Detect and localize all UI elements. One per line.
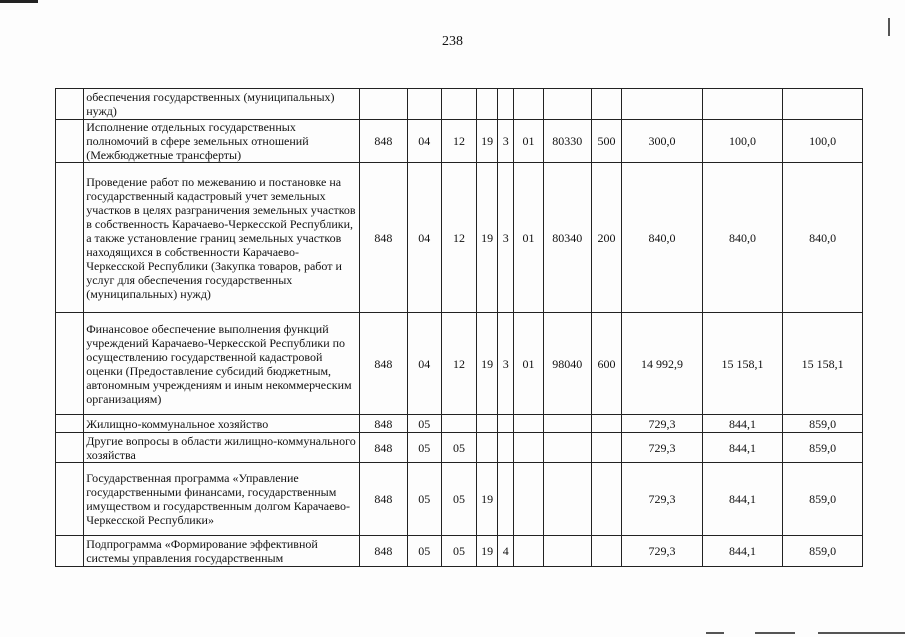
row-name-cell: Другие вопросы в области жилищно-коммунального хозяйства bbox=[84, 433, 360, 463]
amount-2022-cell: 729,3 bbox=[622, 433, 703, 463]
row-name-cell: Подпрограмма «Формирование эффективной системы управления государственным bbox=[84, 536, 360, 567]
expense-type-cell bbox=[591, 89, 621, 120]
section-code-cell: 05 bbox=[407, 463, 441, 536]
section-code-cell: 05 bbox=[407, 415, 441, 433]
scan-edge-mark bbox=[0, 0, 38, 3]
expense-type-cell bbox=[591, 415, 621, 433]
table-row bbox=[56, 536, 863, 567]
amount-2022-cell: 840,0 bbox=[622, 163, 703, 313]
event-code-cell bbox=[514, 89, 543, 120]
row-margin-cell bbox=[56, 120, 84, 163]
event-code-cell: 01 bbox=[514, 163, 543, 313]
amount-2023-cell: 844,1 bbox=[702, 463, 783, 536]
section-code-cell bbox=[407, 89, 441, 120]
program-code-cell bbox=[477, 433, 498, 463]
ministry-code-cell: 848 bbox=[360, 415, 407, 433]
subsection-code-cell bbox=[441, 415, 476, 433]
expense-direction-cell: 80330 bbox=[543, 120, 591, 163]
ministry-code-cell bbox=[360, 89, 407, 120]
row-name-cell: Жилищно-коммунальное хозяйство bbox=[84, 415, 360, 433]
subsection-code-cell: 12 bbox=[441, 163, 476, 313]
ministry-code-cell: 848 bbox=[360, 313, 407, 415]
expense-direction-cell: 98040 bbox=[543, 313, 591, 415]
subprogram-code-cell bbox=[498, 415, 514, 433]
program-code-cell: 19 bbox=[477, 163, 498, 313]
expense-direction-cell bbox=[543, 536, 591, 567]
amount-2024-cell: 15 158,1 bbox=[783, 313, 863, 415]
expense-type-cell bbox=[591, 536, 621, 567]
table-row bbox=[56, 120, 863, 163]
subsection-code-cell: 12 bbox=[441, 313, 476, 415]
amount-2024-cell: 859,0 bbox=[783, 463, 863, 536]
expense-type-cell bbox=[591, 463, 621, 536]
event-code-cell: 01 bbox=[514, 120, 543, 163]
event-code-cell bbox=[514, 433, 543, 463]
amount-2024-cell: 859,0 bbox=[783, 433, 863, 463]
table-row bbox=[56, 463, 863, 536]
event-code-cell: 01 bbox=[514, 313, 543, 415]
subprogram-code-cell bbox=[498, 89, 514, 120]
amount-2023-cell: 844,1 bbox=[702, 415, 783, 433]
expense-direction-cell bbox=[543, 89, 591, 120]
amount-2023-cell: 844,1 bbox=[702, 433, 783, 463]
subprogram-code-cell: 3 bbox=[498, 313, 514, 415]
section-code-cell: 04 bbox=[407, 163, 441, 313]
row-margin-cell bbox=[56, 463, 84, 536]
scan-edge-mark bbox=[706, 632, 724, 634]
section-code-cell: 04 bbox=[407, 120, 441, 163]
program-code-cell: 19 bbox=[477, 536, 498, 567]
subprogram-code-cell: 3 bbox=[498, 163, 514, 313]
event-code-cell bbox=[514, 536, 543, 567]
ministry-code-cell: 848 bbox=[360, 433, 407, 463]
subsection-code-cell bbox=[441, 89, 476, 120]
expense-direction-cell bbox=[543, 415, 591, 433]
program-code-cell: 19 bbox=[477, 463, 498, 536]
scan-edge-mark bbox=[755, 632, 795, 634]
budget-table bbox=[55, 88, 863, 567]
amount-2022-cell bbox=[622, 89, 703, 120]
subprogram-code-cell: 4 bbox=[498, 536, 514, 567]
program-code-cell: 19 bbox=[477, 120, 498, 163]
ministry-code-cell: 848 bbox=[360, 463, 407, 536]
row-name-cell: Проведение работ по межеванию и постановке на государственный кадастровый учет земельных участков в целях разграничения земельных участков в собственность Карачаево-Черкесской Республики, а также установление границ земельных участков находящихся в собственности Карачаево-Черкесской Республики (Закупка товаров, работ и услуг для обеспечения государственных (муниципальных) нужд) bbox=[84, 163, 360, 313]
amount-2022-cell: 14 992,9 bbox=[622, 313, 703, 415]
amount-2023-cell: 15 158,1 bbox=[702, 313, 783, 415]
amount-2022-cell: 729,3 bbox=[622, 415, 703, 433]
subsection-code-cell: 05 bbox=[441, 463, 476, 536]
table-row bbox=[56, 433, 863, 463]
subprogram-code-cell bbox=[498, 463, 514, 536]
section-code-cell: 05 bbox=[407, 433, 441, 463]
amount-2024-cell: 859,0 bbox=[783, 415, 863, 433]
amount-2023-cell: 840,0 bbox=[702, 163, 783, 313]
table-row bbox=[56, 313, 863, 415]
expense-direction-cell bbox=[543, 463, 591, 536]
expense-direction-cell bbox=[543, 433, 591, 463]
table-row bbox=[56, 163, 863, 313]
amount-2023-cell: 100,0 bbox=[702, 120, 783, 163]
scan-edge-mark bbox=[818, 632, 905, 634]
row-margin-cell bbox=[56, 89, 84, 120]
program-code-cell bbox=[477, 415, 498, 433]
expense-type-cell: 200 bbox=[591, 163, 621, 313]
row-name-cell: Исполнение отдельных государственных полномочий в сфере земельных отношений (Межбюджетные трансферты) bbox=[84, 120, 360, 163]
amount-2022-cell: 729,3 bbox=[622, 536, 703, 567]
table-row bbox=[56, 89, 863, 120]
ministry-code-cell: 848 bbox=[360, 163, 407, 313]
subsection-code-cell: 12 bbox=[441, 120, 476, 163]
table-row bbox=[56, 415, 863, 433]
program-code-cell: 19 bbox=[477, 313, 498, 415]
amount-2023-cell bbox=[702, 89, 783, 120]
amount-2024-cell: 100,0 bbox=[783, 120, 863, 163]
row-name-cell: Государственная программа «Управление государственными финансами, государственным имуществом и государственным долгом Карачаево-Черкесской Республики» bbox=[84, 463, 360, 536]
amount-2022-cell: 300,0 bbox=[622, 120, 703, 163]
expense-type-cell bbox=[591, 433, 621, 463]
subprogram-code-cell: 3 bbox=[498, 120, 514, 163]
subsection-code-cell: 05 bbox=[441, 536, 476, 567]
amount-2024-cell bbox=[783, 89, 863, 120]
row-margin-cell bbox=[56, 433, 84, 463]
amount-2024-cell: 840,0 bbox=[783, 163, 863, 313]
row-margin-cell bbox=[56, 415, 84, 433]
section-code-cell: 04 bbox=[407, 313, 441, 415]
subsection-code-cell: 05 bbox=[441, 433, 476, 463]
expense-direction-cell: 80340 bbox=[543, 163, 591, 313]
amount-2022-cell: 729,3 bbox=[622, 463, 703, 536]
ministry-code-cell: 848 bbox=[360, 120, 407, 163]
row-margin-cell bbox=[56, 163, 84, 313]
event-code-cell bbox=[514, 415, 543, 433]
page-number: 238 bbox=[442, 34, 463, 49]
row-margin-cell bbox=[56, 313, 84, 415]
row-margin-cell bbox=[56, 536, 84, 567]
row-name-cell: Финансовое обеспечение выполнения функций учреждений Карачаево-Черкесской Республики по осуществлению государственной кадастровой оценки (Предоставление субсидий бюджетным, автономным учреждениям и иным некоммерческим организациям) bbox=[84, 313, 360, 415]
row-name-cell: обеспечения государственных (муниципальных) нужд) bbox=[84, 89, 360, 120]
section-code-cell: 05 bbox=[407, 536, 441, 567]
subprogram-code-cell bbox=[498, 433, 514, 463]
program-code-cell bbox=[477, 89, 498, 120]
event-code-cell bbox=[514, 463, 543, 536]
amount-2024-cell: 859,0 bbox=[783, 536, 863, 567]
expense-type-cell: 500 bbox=[591, 120, 621, 163]
ministry-code-cell: 848 bbox=[360, 536, 407, 567]
amount-2023-cell: 844,1 bbox=[702, 536, 783, 567]
expense-type-cell: 600 bbox=[591, 313, 621, 415]
